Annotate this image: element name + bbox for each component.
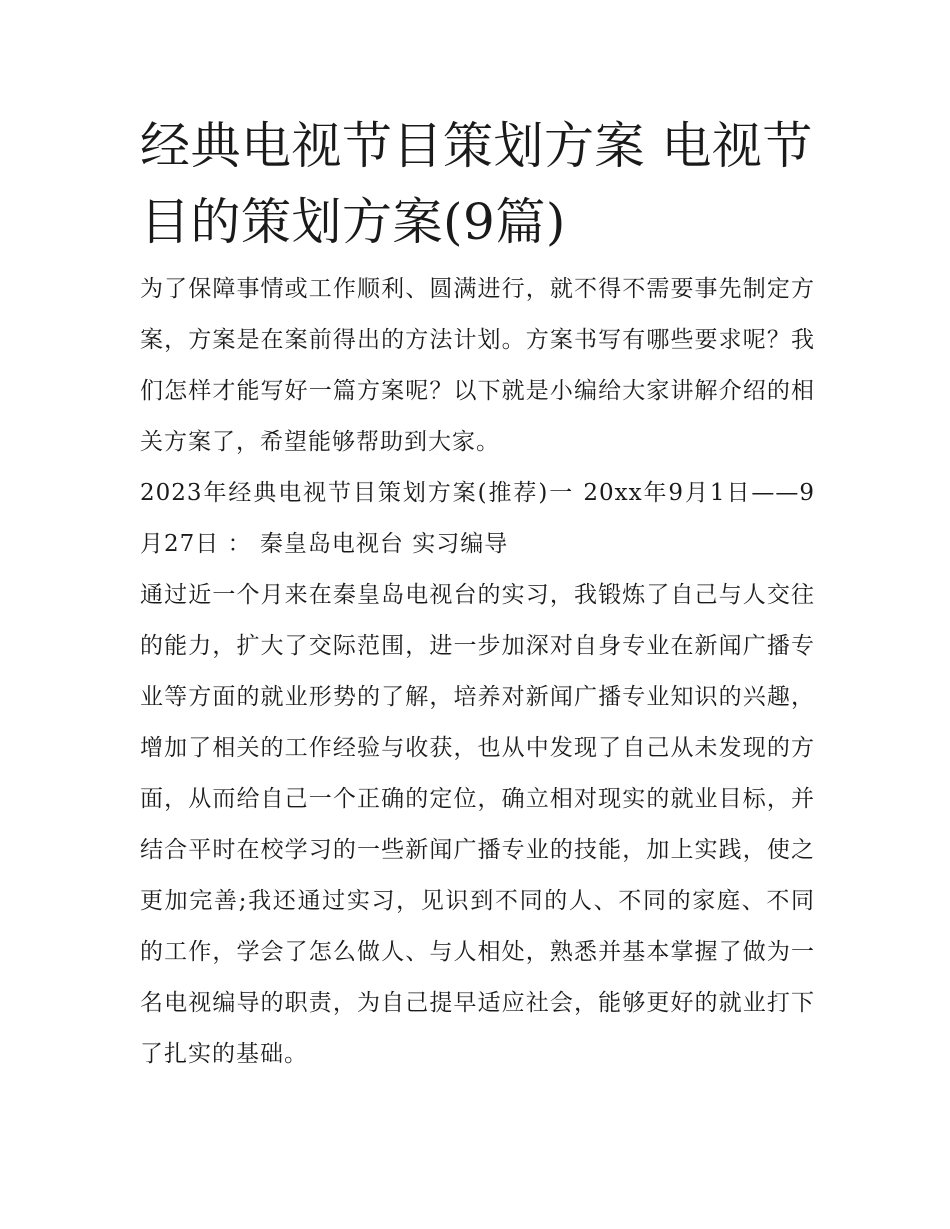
document-title: 经典电视节目策划方案 电视节目的策划方案(9篇) [140,117,813,251]
document-body [140,108,815,1080]
section-heading-paragraph: 2023年经典电视节目策划方案(推荐)一 20xx年9月1日——9月27日 ： 秦皇岛电视台 实习编导 [140,480,815,557]
body-paragraph: 通过近一个月来在秦皇岛电视台的实习，我锻炼了自己与人交往的能力，扩大了交际范围，进一步加深对自身专业在新闻广播专业等方面的就业形势的了解，培养对新闻广播专业知识的兴趣，增加了相关的工作经验与收获，也从中发现了自己从未发现的方面，从而给自己一个正确的定位，确立相对现实的就业目标，并结合平时在校学习的一些新闻广播专业的技能，加上实践，使之更加完善;我还通过实习，见识到不同的人、不同的家庭、不同的工作，学会了怎么做人、与人相处，熟悉并基本掌握了做为一名电视编导的职责，为自己提早适应社会，能够更好的就业打下了扎实的基础。 [140,582,815,1067]
intro-paragraph: 为了保障事情或工作顺利、圆满进行，就不得不需要事先制定方案，方案是在案前得出的方法计划。方案书写有哪些要求呢？我们怎样才能写好一篇方案呢？以下就是小编给大家讲解介绍的相关方案了，希望能够帮助到大家。 [140,276,815,455]
